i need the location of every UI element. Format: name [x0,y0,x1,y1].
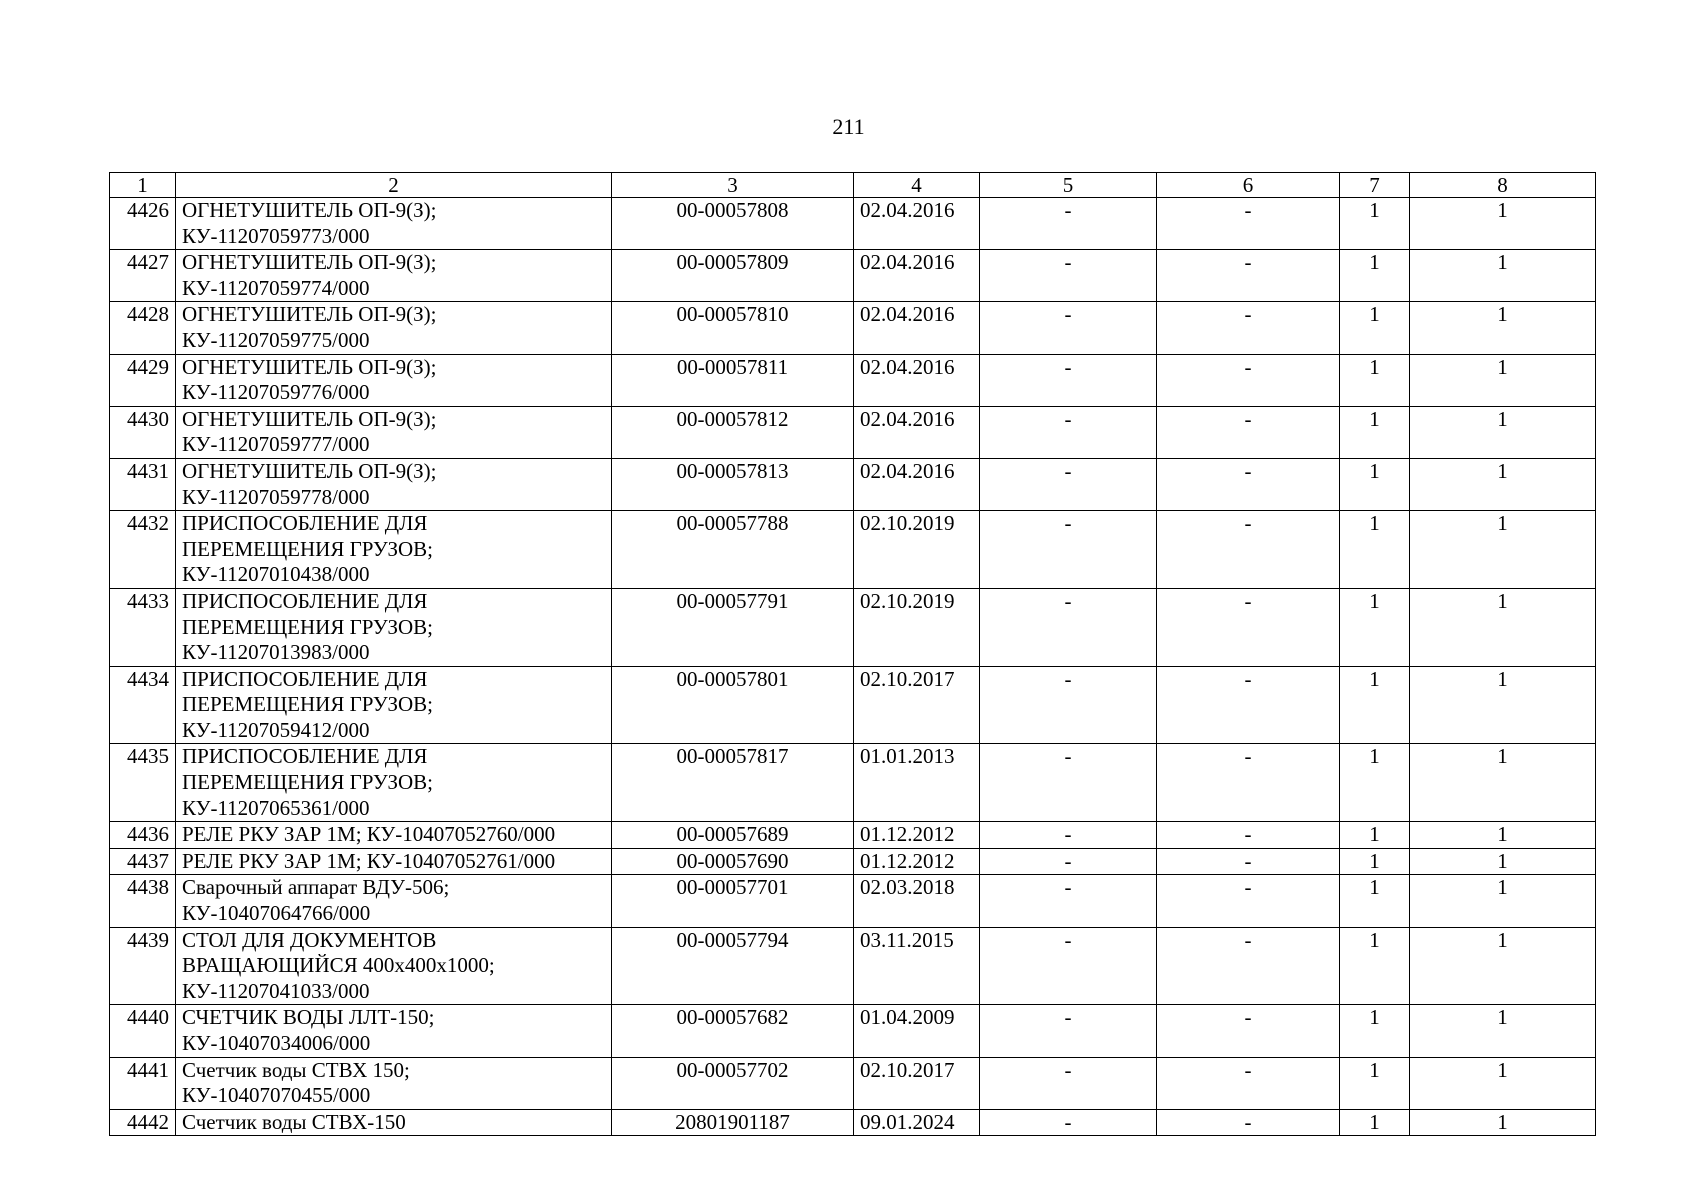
column-6-cell: - [1157,1057,1340,1109]
date-cell: 01.12.2012 [854,848,980,875]
column-6-cell: - [1157,1109,1340,1136]
column-7-cell: 1 [1340,406,1410,458]
inventory-code-cell: 00-00057788 [612,511,854,589]
item-name-cell: ОГНЕТУШИТЕЛЬ ОП-9(З); КУ-11207059776/000 [176,354,612,406]
column-7-cell: 1 [1340,666,1410,744]
date-cell: 02.10.2017 [854,666,980,744]
column-8-cell: 1 [1410,1057,1596,1109]
row-number-cell: 4441 [110,1057,176,1109]
column-6-cell: - [1157,744,1340,822]
date-cell: 02.04.2016 [854,302,980,354]
column-6-cell: - [1157,822,1340,849]
column-6-cell: - [1157,1005,1340,1057]
inventory-code-cell: 00-00057794 [612,927,854,1005]
column-7-cell: 1 [1340,848,1410,875]
inventory-code-cell: 00-00057690 [612,848,854,875]
column-8-cell: 1 [1410,588,1596,666]
inventory-code-cell: 00-00057701 [612,875,854,927]
table-row [110,302,1596,354]
column-6-cell: - [1157,927,1340,1005]
date-cell: 01.01.2013 [854,744,980,822]
row-number-cell: 4437 [110,848,176,875]
column-8-cell: 1 [1410,302,1596,354]
column-8-cell: 1 [1410,511,1596,589]
row-number-cell: 4440 [110,1005,176,1057]
table-row [110,250,1596,302]
column-5-cell: - [980,302,1157,354]
column-8-cell: 1 [1410,927,1596,1005]
date-cell: 02.03.2018 [854,875,980,927]
column-header-7: 7 [1340,173,1410,198]
column-5-cell: - [980,1109,1157,1136]
column-7-cell: 1 [1340,511,1410,589]
column-7-cell: 1 [1340,250,1410,302]
column-header-2: 2 [176,173,612,198]
row-number-cell: 4430 [110,406,176,458]
column-6-cell: - [1157,250,1340,302]
column-8-cell: 1 [1410,848,1596,875]
item-name-cell: ПРИСПОСОБЛЕНИЕ ДЛЯ ПЕРЕМЕЩЕНИЯ ГРУЗОВ; КУ-11207010438/000 [176,511,612,589]
row-number-cell: 4438 [110,875,176,927]
column-8-cell: 1 [1410,875,1596,927]
date-cell: 02.10.2017 [854,1057,980,1109]
date-cell: 02.10.2019 [854,588,980,666]
table-row [110,1005,1596,1057]
column-5-cell: - [980,458,1157,510]
column-header-3: 3 [612,173,854,198]
table-row [110,666,1596,744]
column-8-cell: 1 [1410,666,1596,744]
column-5-cell: - [980,406,1157,458]
row-number-cell: 4431 [110,458,176,510]
inventory-code-cell: 00-00057812 [612,406,854,458]
column-5-cell: - [980,511,1157,589]
item-name-cell: СЧЕТЧИК ВОДЫ ЛЛТ-150; КУ-10407034006/000 [176,1005,612,1057]
inventory-code-cell: 00-00057801 [612,666,854,744]
column-7-cell: 1 [1340,822,1410,849]
column-5-cell: - [980,666,1157,744]
inventory-code-cell: 00-00057808 [612,198,854,250]
item-name-cell: ОГНЕТУШИТЕЛЬ ОП-9(З); КУ-11207059777/000 [176,406,612,458]
table-row [110,588,1596,666]
column-8-cell: 1 [1410,1109,1596,1136]
item-name-cell: Счетчик воды СТВХ 150; КУ-10407070455/000 [176,1057,612,1109]
item-name-cell: РЕЛЕ РКУ ЗАР 1М; КУ-10407052761/000 [176,848,612,875]
column-7-cell: 1 [1340,927,1410,1005]
date-cell: 01.04.2009 [854,1005,980,1057]
row-number-cell: 4433 [110,588,176,666]
inventory-code-cell: 00-00057682 [612,1005,854,1057]
inventory-code-cell: 00-00057702 [612,1057,854,1109]
column-8-cell: 1 [1410,406,1596,458]
column-6-cell: - [1157,511,1340,589]
column-7-cell: 1 [1340,744,1410,822]
table-row [110,406,1596,458]
table-row [110,822,1596,849]
column-8-cell: 1 [1410,198,1596,250]
column-7-cell: 1 [1340,354,1410,406]
column-5-cell: - [980,1057,1157,1109]
column-7-cell: 1 [1340,588,1410,666]
item-name-cell: ОГНЕТУШИТЕЛЬ ОП-9(З); КУ-11207059778/000 [176,458,612,510]
column-7-cell: 1 [1340,875,1410,927]
item-name-cell: Сварочный аппарат ВДУ-506; КУ-10407064766/000 [176,875,612,927]
column-6-cell: - [1157,666,1340,744]
column-5-cell: - [980,848,1157,875]
row-number-cell: 4432 [110,511,176,589]
row-number-cell: 4426 [110,198,176,250]
column-5-cell: - [980,1005,1157,1057]
inventory-table [109,172,1596,1136]
column-8-cell: 1 [1410,458,1596,510]
column-5-cell: - [980,822,1157,849]
column-6-cell: - [1157,198,1340,250]
table-body [110,198,1596,1136]
date-cell: 02.04.2016 [854,458,980,510]
column-header-4: 4 [854,173,980,198]
inventory-code-cell: 00-00057689 [612,822,854,849]
table-row [110,927,1596,1005]
column-6-cell: - [1157,354,1340,406]
table-row [110,1109,1596,1136]
column-8-cell: 1 [1410,744,1596,822]
row-number-cell: 4428 [110,302,176,354]
inventory-code-cell: 00-00057809 [612,250,854,302]
table-row [110,875,1596,927]
column-6-cell: - [1157,848,1340,875]
table-row [110,848,1596,875]
inventory-code-cell: 20801901187 [612,1109,854,1136]
column-header-8: 8 [1410,173,1596,198]
item-name-cell: ПРИСПОСОБЛЕНИЕ ДЛЯ ПЕРЕМЕЩЕНИЯ ГРУЗОВ; КУ-11207059412/000 [176,666,612,744]
row-number-cell: 4436 [110,822,176,849]
page-number: 211 [832,114,865,139]
date-cell: 02.10.2019 [854,511,980,589]
column-7-cell: 1 [1340,198,1410,250]
column-header-1: 1 [110,173,176,198]
table-row [110,458,1596,510]
column-8-cell: 1 [1410,1005,1596,1057]
column-7-cell: 1 [1340,458,1410,510]
item-name-cell: ОГНЕТУШИТЕЛЬ ОП-9(З); КУ-11207059775/000 [176,302,612,354]
column-6-cell: - [1157,588,1340,666]
item-name-cell: СТОЛ ДЛЯ ДОКУМЕНТОВ ВРАЩАЮЩИЙСЯ 400х400х1000; КУ-11207041033/000 [176,927,612,1005]
table-row [110,1057,1596,1109]
item-name-cell: ПРИСПОСОБЛЕНИЕ ДЛЯ ПЕРЕМЕЩЕНИЯ ГРУЗОВ; КУ-11207065361/000 [176,744,612,822]
column-6-cell: - [1157,458,1340,510]
table-header [110,173,1596,198]
row-number-cell: 4442 [110,1109,176,1136]
column-7-cell: 1 [1340,1005,1410,1057]
item-name-cell: ПРИСПОСОБЛЕНИЕ ДЛЯ ПЕРЕМЕЩЕНИЯ ГРУЗОВ; КУ-11207013983/000 [176,588,612,666]
column-5-cell: - [980,588,1157,666]
date-cell: 03.11.2015 [854,927,980,1005]
column-header-5: 5 [980,173,1157,198]
column-header-6: 6 [1157,173,1340,198]
table-row [110,198,1596,250]
column-6-cell: - [1157,875,1340,927]
item-name-cell: Счетчик воды СТВХ-150 [176,1109,612,1136]
column-6-cell: - [1157,302,1340,354]
date-cell: 02.04.2016 [854,250,980,302]
item-name-cell: РЕЛЕ РКУ ЗАР 1М; КУ-10407052760/000 [176,822,612,849]
column-5-cell: - [980,927,1157,1005]
column-7-cell: 1 [1340,302,1410,354]
table-row [110,354,1596,406]
date-cell: 02.04.2016 [854,406,980,458]
inventory-code-cell: 00-00057811 [612,354,854,406]
column-8-cell: 1 [1410,250,1596,302]
row-number-cell: 4439 [110,927,176,1005]
column-7-cell: 1 [1340,1109,1410,1136]
column-7-cell: 1 [1340,1057,1410,1109]
column-8-cell: 1 [1410,822,1596,849]
table-row [110,744,1596,822]
column-5-cell: - [980,744,1157,822]
column-6-cell: - [1157,406,1340,458]
date-cell: 02.04.2016 [854,354,980,406]
inventory-code-cell: 00-00057810 [612,302,854,354]
column-8-cell: 1 [1410,354,1596,406]
column-5-cell: - [980,354,1157,406]
row-number-cell: 4429 [110,354,176,406]
column-5-cell: - [980,875,1157,927]
inventory-code-cell: 00-00057817 [612,744,854,822]
date-cell: 02.04.2016 [854,198,980,250]
inventory-code-cell: 00-00057813 [612,458,854,510]
date-cell: 09.01.2024 [854,1109,980,1136]
column-5-cell: - [980,198,1157,250]
row-number-cell: 4435 [110,744,176,822]
table-row [110,511,1596,589]
item-name-cell: ОГНЕТУШИТЕЛЬ ОП-9(З); КУ-11207059774/000 [176,250,612,302]
inventory-code-cell: 00-00057791 [612,588,854,666]
date-cell: 01.12.2012 [854,822,980,849]
row-number-cell: 4434 [110,666,176,744]
header-row [110,173,1596,198]
column-5-cell: - [980,250,1157,302]
row-number-cell: 4427 [110,250,176,302]
item-name-cell: ОГНЕТУШИТЕЛЬ ОП-9(З); КУ-11207059773/000 [176,198,612,250]
